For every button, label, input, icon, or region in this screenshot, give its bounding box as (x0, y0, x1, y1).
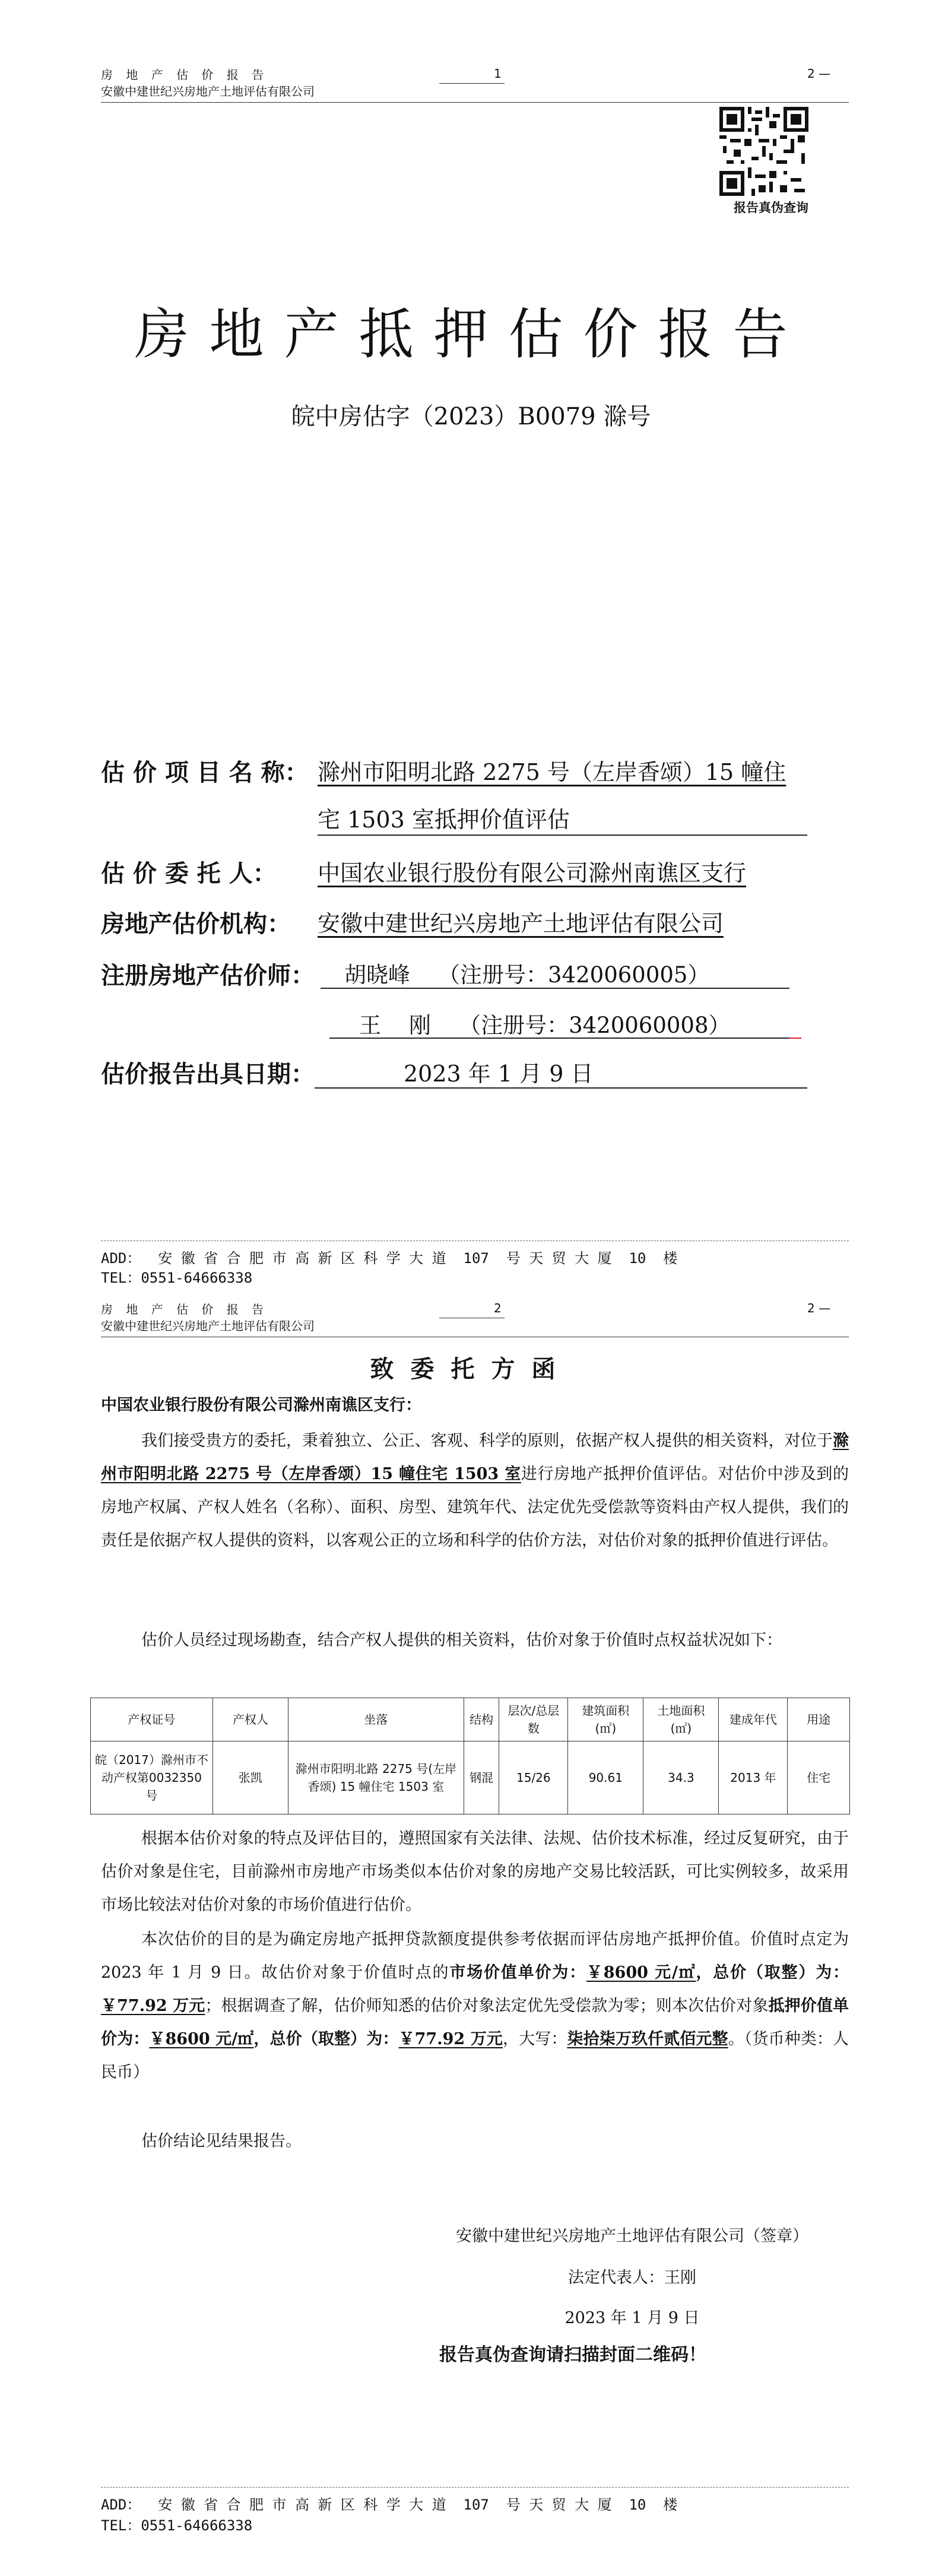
project-name-value-line2: 宅 1503 室抵押价值评估 (318, 807, 570, 833)
agency-label: 房地产估价机构： (101, 911, 291, 938)
header-doc-type: 房 地 产 估 价 报 告 (101, 1302, 269, 1316)
project-name-value-line1: 滁州市阳明北路 2275 号（左岸香颂）15 幢住 (318, 759, 786, 785)
mortgage-total-label: ，总价（取整）为： (253, 2030, 399, 2048)
table-row (91, 1741, 850, 1814)
para1-text-a: 我们接受贵方的委托，秉着独立、公正、客观、科学的原则，依据产权人提供的相关资料，对位于 (141, 1432, 833, 1450)
table-cell: 张凯 (212, 1741, 288, 1814)
report-date-value: 2023 年 1 月 9 日 (404, 1061, 594, 1087)
paragraph-1 (101, 1425, 849, 1557)
table-header: 产权证号 (91, 1698, 213, 1741)
header-doc-type: 房 地 产 估 价 报 告 (101, 68, 269, 82)
table-header: 建成年代 (719, 1698, 788, 1741)
qr-caption: 报告真伪查询 (734, 201, 808, 215)
para1-text-c: 进行房地产抵押价值评估。对估价中涉及到的房地产权属、产权人姓名（名称）、面积、房型、建筑年代、法定优先受偿款等资料由产权人提供，我们的责任是依据产权人提供的资料，以客观公正的立场和科学的估价方法，对估价对象的抵押价值进行评估。 (101, 1465, 849, 1550)
market-unit-price: ￥8600 元/㎡ (586, 1963, 696, 1982)
report-date-label: 估价报告出具日期： (101, 1061, 315, 1088)
table-cell: 15/26 (499, 1741, 568, 1814)
appraiser-1-underline (321, 988, 789, 989)
table-header: 结构 (464, 1698, 499, 1741)
report-title: 房地产抵押估价报告 (134, 303, 808, 366)
property-table (90, 1698, 850, 1814)
verify-note: 报告真伪查询请扫描封面二维码！ (439, 2345, 706, 2365)
appraiser-2-underline (329, 1038, 798, 1039)
appraiser-2: 王 刚 （注册号：3420060008） (359, 1013, 731, 1038)
mortgage-total-price: ￥77.92 万元 (398, 2030, 503, 2048)
footer-address: ADD： 安 徽 省 合 肥 市 高 新 区 科 学 大 道 107 号 天 贸 大 厦 10 楼 (101, 1250, 678, 1267)
client-label: 估 价 委 托 人： (101, 860, 277, 887)
report-number: 皖中房估字（2023）B0079 滁号 (291, 403, 651, 430)
signature-company: 安徽中建世纪兴房地产土地评估有限公司（签章） (456, 2227, 808, 2245)
para4-text: ；根据调查了解，估价师知悉的估价对象法定优先受偿款为零；则本次估价对象 (205, 1997, 769, 2015)
table-header: 产权人 (212, 1698, 288, 1741)
amount-in-words: 柒拾柒万玖仟贰佰元整 (567, 2030, 728, 2048)
table-cell: 钢混 (464, 1741, 499, 1814)
footer-tel: TEL：0551-64666338 (101, 1270, 253, 1286)
date-underline (315, 1087, 807, 1089)
project-underline (318, 835, 807, 836)
header-company: 安徽中建世纪兴房地产土地评估有限公司 (101, 1319, 315, 1333)
agency-value: 安徽中建世纪兴房地产土地评估有限公司 (318, 911, 724, 937)
client-value: 中国农业银行股份有限公司滁州南谯区支行 (318, 860, 747, 886)
para4-text: ，大写： (502, 2030, 567, 2048)
property-address: 滁州市阳明北路 2275 号（左岸香颂）15 幢住宅 1503 室 (101, 1432, 849, 1483)
table-header: 建筑面积(㎡) (568, 1698, 643, 1741)
table-cell: 皖（2017）滁州市不动产权第0032350 号 (91, 1741, 213, 1814)
market-unit-label: 市场价值单价为： (449, 1963, 586, 1982)
footer-tel: TEL：0551-64666338 (101, 2517, 253, 2534)
footer-rule (101, 2487, 849, 2488)
header-page-number: 1 (494, 66, 502, 81)
header-total-pages: 2 — (807, 1301, 831, 1315)
paragraph-5: 估价结论见结果报告。 (141, 2132, 302, 2150)
table-header-row (91, 1698, 850, 1741)
appraiser-1: 胡晓峰 （注册号：3420060005） (344, 962, 710, 988)
table-cell: 住宅 (788, 1741, 850, 1814)
header-rule (101, 102, 849, 103)
paragraph-3: 根据本估价对象的特点及评估目的，遵照国家有关法律、法规、估价技术标准，经过反复研究，由于估价对象是住宅，目前滁州市房地产市场类似本估价对象的房地产交易比较活跃，可比实例较多，故采用市场比较法对估价对象的市场价值进行估价。 (101, 1829, 849, 1914)
mortgage-unit-price: ￥8600 元/㎡ (149, 2030, 254, 2048)
para4-text: 本次估价的目的是为确定房地产抵押贷款额度提供参考依据而评估房地产抵押价值。价值时点定为 2023 年 1 月 9 日。故估价对象于价值时点的 (101, 1930, 849, 1982)
header-total-pages: 2 — (807, 66, 831, 81)
legal-representative: 法定代表人：王刚 (568, 2269, 696, 2287)
red-mark (789, 1038, 801, 1039)
mortgage-unit-label: 抵押价值单价为： (101, 1997, 849, 2048)
market-total-label: ，总价（取整）为： (696, 1963, 849, 1982)
letter-title: 致委托方函 (370, 1356, 572, 1383)
market-total-price: ￥77.92 万元 (101, 1997, 205, 2015)
signature-date: 2023 年 1 月 9 日 (564, 2309, 700, 2327)
table-cell: 90.61 (568, 1741, 643, 1814)
paragraph-2: 估价人员经过现场勘查，结合产权人提供的相关资料，估价对象于价值时点权益状况如下： (141, 1631, 782, 1649)
page-number-rule (439, 83, 505, 84)
table-header: 坐落 (288, 1698, 464, 1741)
table-cell: 34.3 (643, 1741, 719, 1814)
paragraph-4 (101, 1923, 849, 2089)
footer-address: ADD： 安 徽 省 合 肥 市 高 新 区 科 学 大 道 107 号 天 贸 大 厦 10 楼 (101, 2496, 678, 2513)
table-header: 土地面积(㎡) (643, 1698, 719, 1741)
header-page-number: 2 (494, 1301, 502, 1315)
project-name-label: 估 价 项 目 名 称： (101, 759, 309, 786)
table-header: 用途 (788, 1698, 850, 1741)
appraiser-label: 注册房地产估价师： (101, 962, 315, 989)
table-header: 层次/总层数 (499, 1698, 568, 1741)
table-cell: 2013 年 (719, 1741, 788, 1814)
para4-text: 。（货币种类：人民币） (101, 2030, 849, 2082)
addressee: 中国农业银行股份有限公司滁州南谯区支行： (101, 1396, 421, 1414)
qr-code-icon[interactable] (719, 107, 808, 196)
header-company: 安徽中建世纪兴房地产土地评估有限公司 (101, 84, 315, 99)
table-cell: 滁州市阳明北路 2275 号(左岸香颂) 15 幢住宅 1503 室 (288, 1741, 464, 1814)
